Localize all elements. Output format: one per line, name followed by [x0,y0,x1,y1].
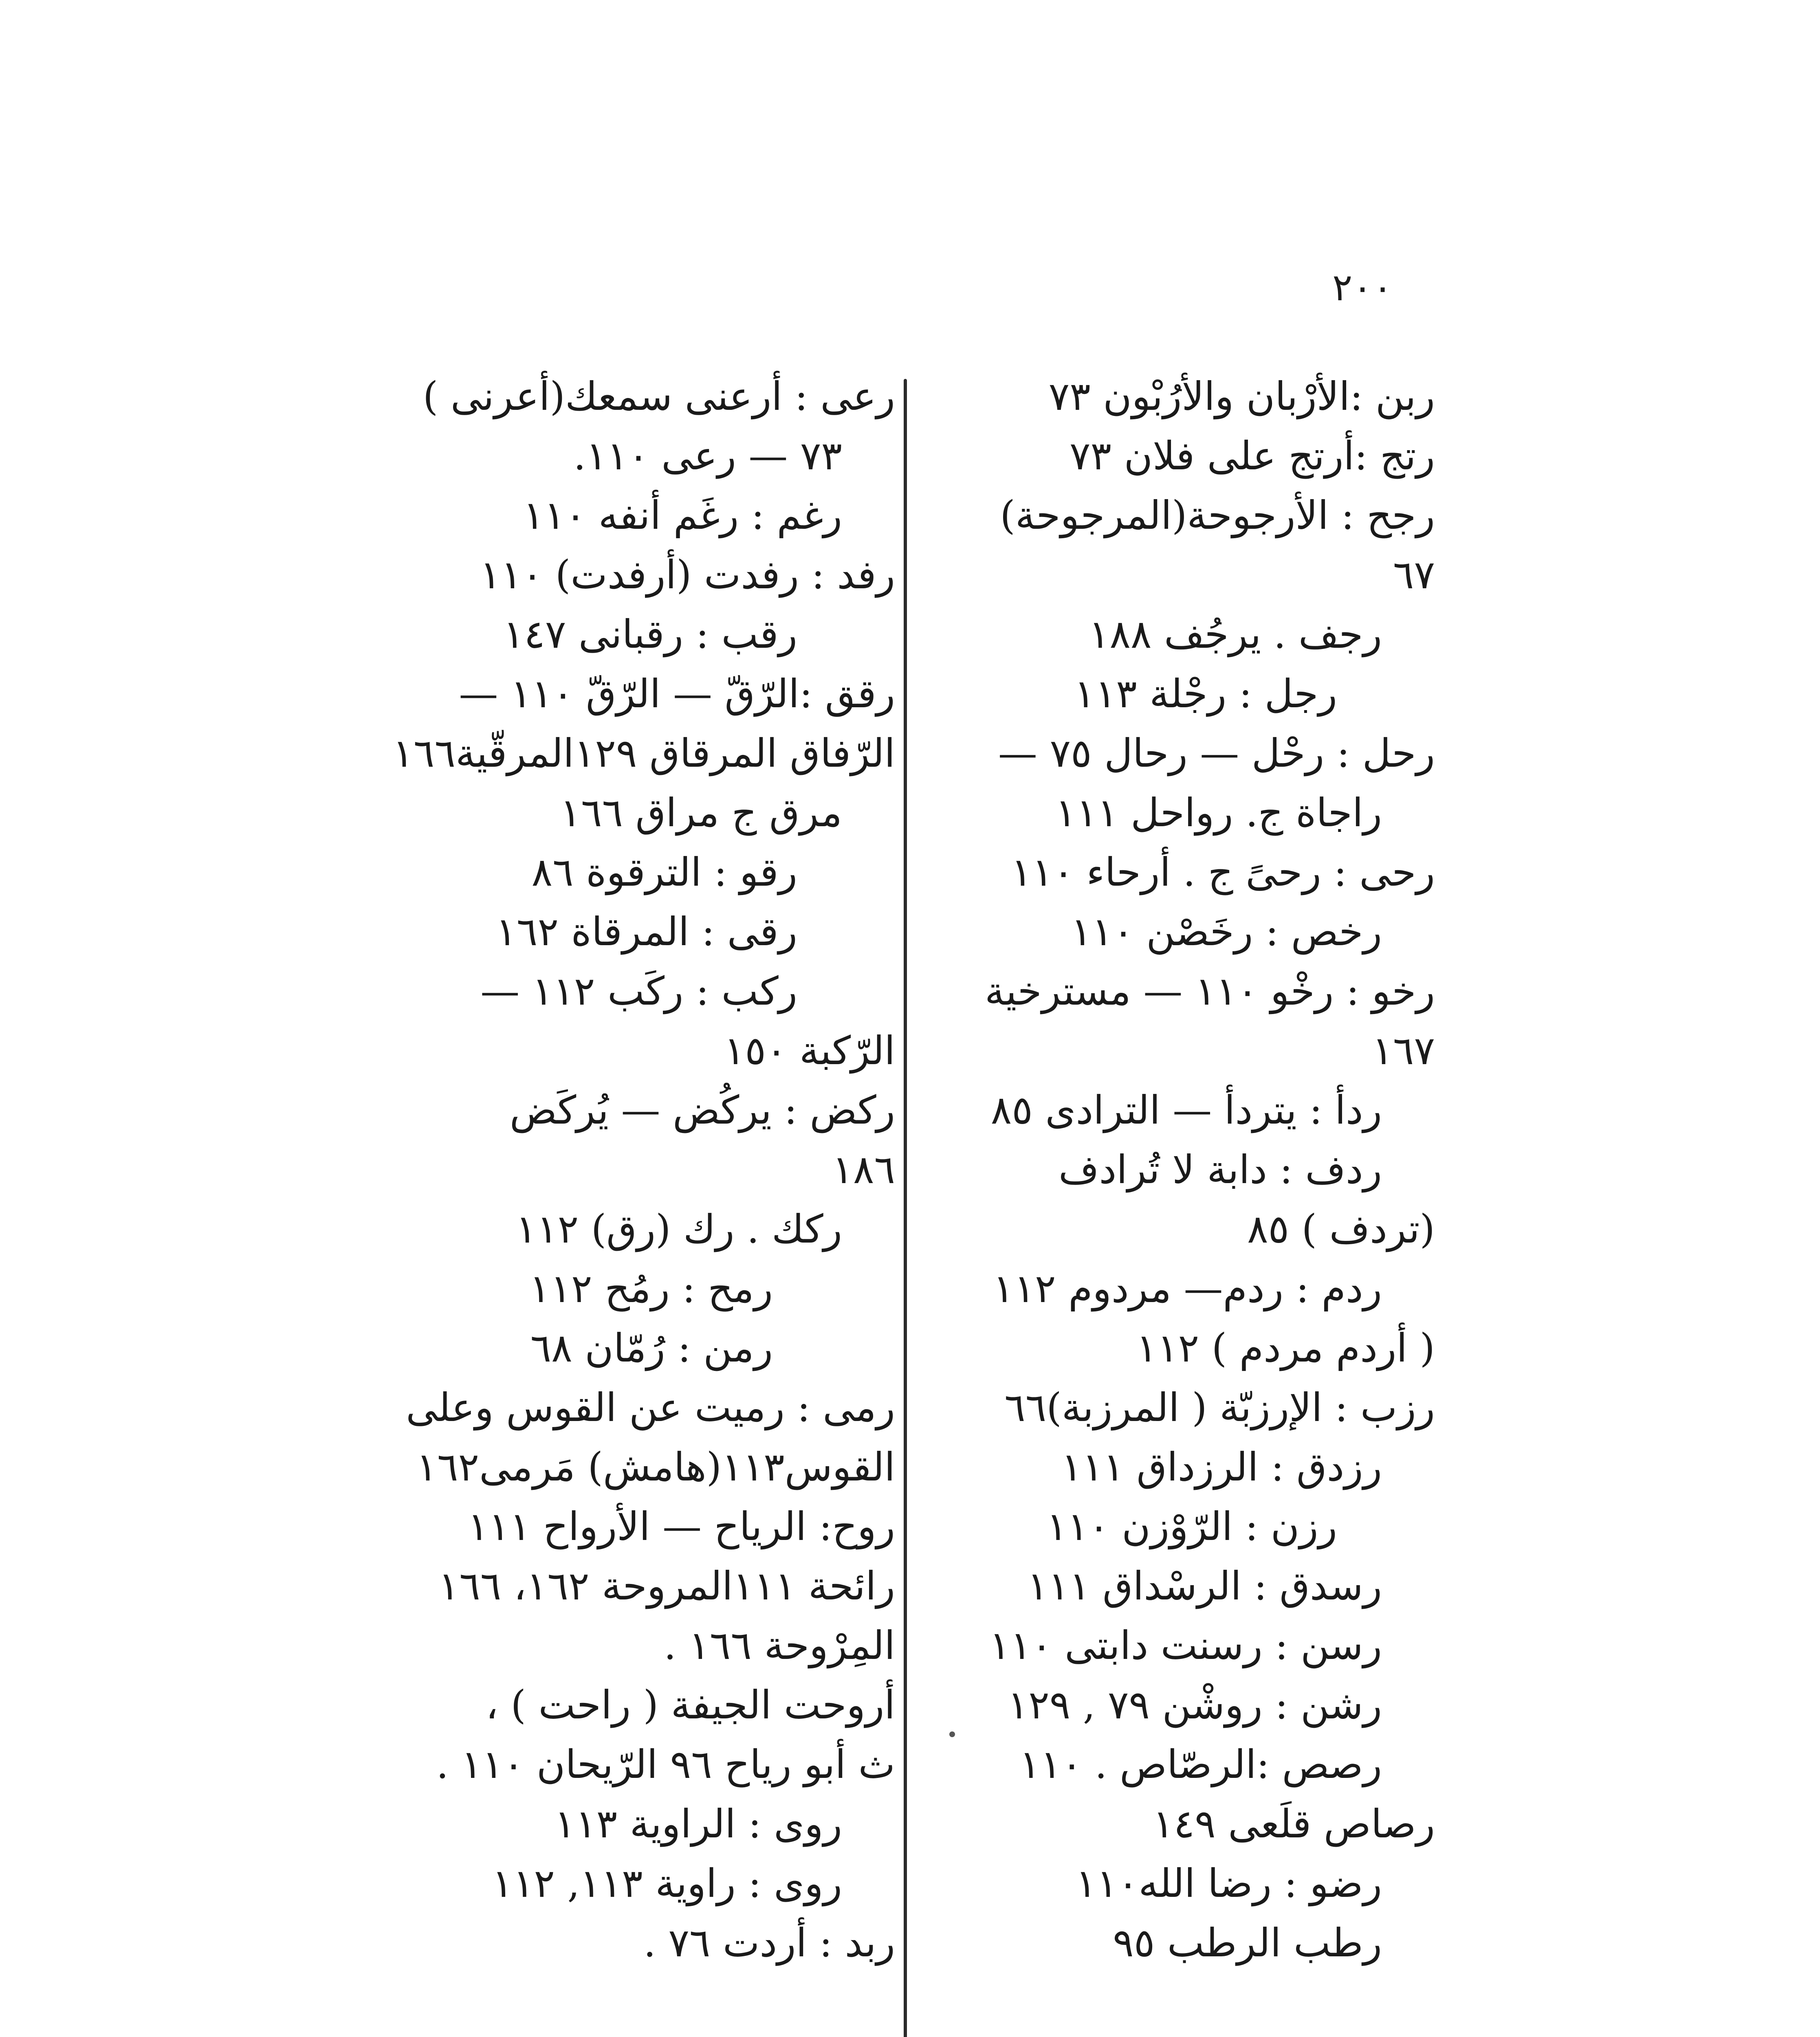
index-entry: روح: الرياح — الأرواح ١١١ [467,1504,895,1549]
index-entry: رسدق : الرسْداق ١١١ [1027,1563,1382,1609]
index-entry: رخو : رخْو ١١٠ — مسترخية [985,968,1435,1014]
index-entry: رمح : رمُح ١١٢ [529,1266,773,1311]
index-entry: رجل : رجْلة ١١٣ [1074,671,1337,717]
index-entry: رطب الرطب ٩٥ [1113,1920,1382,1966]
index-entry: رتج :أرتج على فلان ٧٣ [1069,433,1435,479]
index-entry: رقب : رقبانى ١٤٧ [503,612,797,657]
index-entry: المِرْوحة ١٦٦ . [664,1623,895,1668]
index-entry: رفد : رفدت (أرفدت) ١١٠ [480,552,895,598]
index-entry: رقو : الترقوة ٨٦ [531,849,797,895]
index-entry: أروحت الجيفة ( راحت ) ، [486,1682,895,1728]
index-entry: رقى : المرقاة ١٦٢ [495,909,797,955]
index-entry: روى : الراوية ١١٣ [554,1801,842,1847]
index-entry: ١٨٦ [832,1147,895,1192]
index-entry: ردم : ردم— مردوم ١١٢ [993,1266,1382,1311]
page-number: ٢٠٠ [1332,266,1393,309]
right-column [926,367,1435,1973]
index-entry: رصاص قلَعى ١٤٩ [1153,1801,1435,1847]
index-entry: ركب : ركَب ١١٢ — [480,968,797,1014]
index-entry: راجاة ج. رواحل ١١١ [1055,790,1382,836]
index-entry: رمى : رميت عن القوس وعلى [406,1385,895,1430]
index-entry: رعى : أرعنى سمعك(أعرنى ) [423,374,895,419]
index-entry: ٧٣ — رعى ١١٠. [573,433,842,479]
index-entry: الرّفاق المرقاق ١٢٩المرقّية١٦٦ [392,730,895,776]
index-entry: روى : راوية ١١٣, ١١٢ [492,1861,842,1906]
index-entry: رجف . يرجُف ١٨٨ [1088,612,1382,657]
index-entry: رصص :الرصّاص . ١١٠ [1019,1742,1382,1787]
left-column [317,367,895,1973]
index-entry: رخص : رخَصْن ١١٠ [1071,909,1382,955]
index-entry: ركك . رك (رق) ١١٢ [515,1206,842,1252]
index-entry: رمن : رُمّان ٦٨ [530,1325,773,1371]
index-entry: رشن : روشْن ٧٩ , ١٢٩ [1007,1682,1382,1728]
index-entry: رحى : رحىً ج . أرحاء ١١٠ [1011,849,1435,895]
index-entry: رجح : الأرجوحة(المرجوحة) [1000,493,1435,538]
ink-speck [949,1731,955,1737]
index-entry: رزن : الرّوْزن ١١٠ [1046,1504,1337,1549]
index-entry: رائحة ١١١المروحة ١٦٢، ١٦٦ [438,1563,895,1609]
index-entry: ٦٧ [1393,552,1435,598]
column-divider [904,379,907,2037]
index-entry: الرّكبة ١٥٠ [724,1028,895,1073]
index-entry: ردأ : يتردأ — الترادى ٨٥ [990,1087,1382,1133]
index-entry: رقق :الرّقّ — الرّقّ ١١٠ — [459,671,895,717]
index-entry: ١٦٧ [1372,1028,1435,1073]
index-entry: رغم : رغَم أنفه ١١٠ [523,493,842,538]
index-entry: ( أردم مردم ) ١١٢ [1136,1325,1435,1371]
index-entry: مرق ج مراق ١٦٦ [560,790,842,836]
index-entry: (تردف ) ٨٥ [1247,1206,1435,1252]
index-entry: القوس١١٣(هامش) مَرمى١٦٢ [416,1444,895,1490]
index-entry: رزدق : الرزداق ١١١ [1061,1444,1382,1490]
index-entry: ربد : أردت ٧٦ . [643,1920,895,1966]
index-entry: ث أبو رياح ٩٦ الرّيحان ١١٠ . [436,1742,895,1787]
index-entry: رضو : رضا الله١١٠ [1075,1861,1382,1906]
index-entry: رسن : رسنت دابتى ١١٠ [989,1623,1382,1668]
index-entry: رزب : الإرزبّة ( المرزبة)٦٦ [1004,1385,1435,1430]
index-entry: ربن :الأرْبان والأرُبْون ٧٣ [1048,374,1435,419]
index-entry: ردف : دابة لا تُرادف [1058,1147,1382,1192]
index-entry: ركض : يركُض — يُركَض [509,1087,895,1133]
index-entry: رحل : رحْل — رحال ٧٥ — [998,730,1435,776]
